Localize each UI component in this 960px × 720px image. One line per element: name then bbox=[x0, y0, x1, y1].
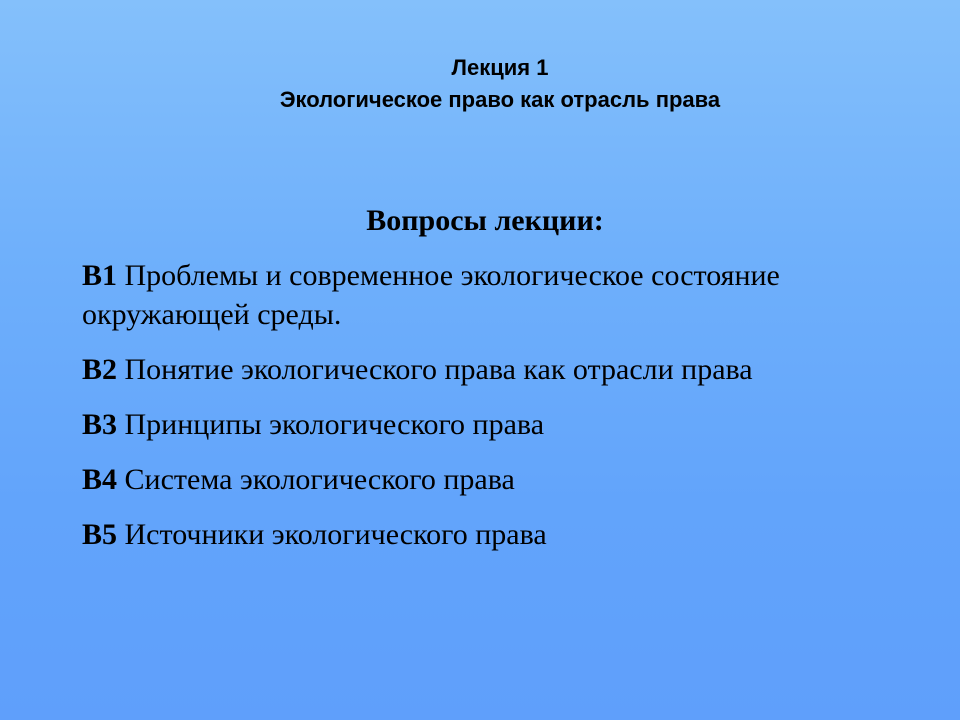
questions-heading: Вопросы лекции: bbox=[366, 204, 604, 237]
question-text: Принципы экологического права bbox=[124, 408, 545, 441]
lecture-topic: Экологическое право как отрасль права bbox=[279, 87, 721, 112]
question-code: В2 bbox=[82, 353, 118, 386]
question-text: Источники экологического права bbox=[124, 518, 547, 551]
question-item bbox=[82, 350, 902, 389]
question-code: В3 bbox=[82, 408, 118, 441]
question-item bbox=[82, 460, 902, 499]
question-code: В1 bbox=[82, 259, 118, 292]
question-text: Система экологического права bbox=[124, 463, 515, 496]
question-code: В5 bbox=[82, 518, 118, 551]
question-text: Понятие экологического права как отрасли права bbox=[124, 353, 753, 386]
questions-list bbox=[82, 256, 902, 570]
question-item bbox=[82, 515, 902, 554]
lecture-number: Лекция 1 bbox=[451, 55, 549, 80]
slide-title bbox=[0, 52, 960, 116]
question-code: В4 bbox=[82, 463, 118, 496]
question-item bbox=[82, 256, 902, 334]
question-text: Проблемы и современное экологическое состояние окружающей среды. bbox=[82, 259, 780, 331]
question-item bbox=[82, 405, 902, 444]
